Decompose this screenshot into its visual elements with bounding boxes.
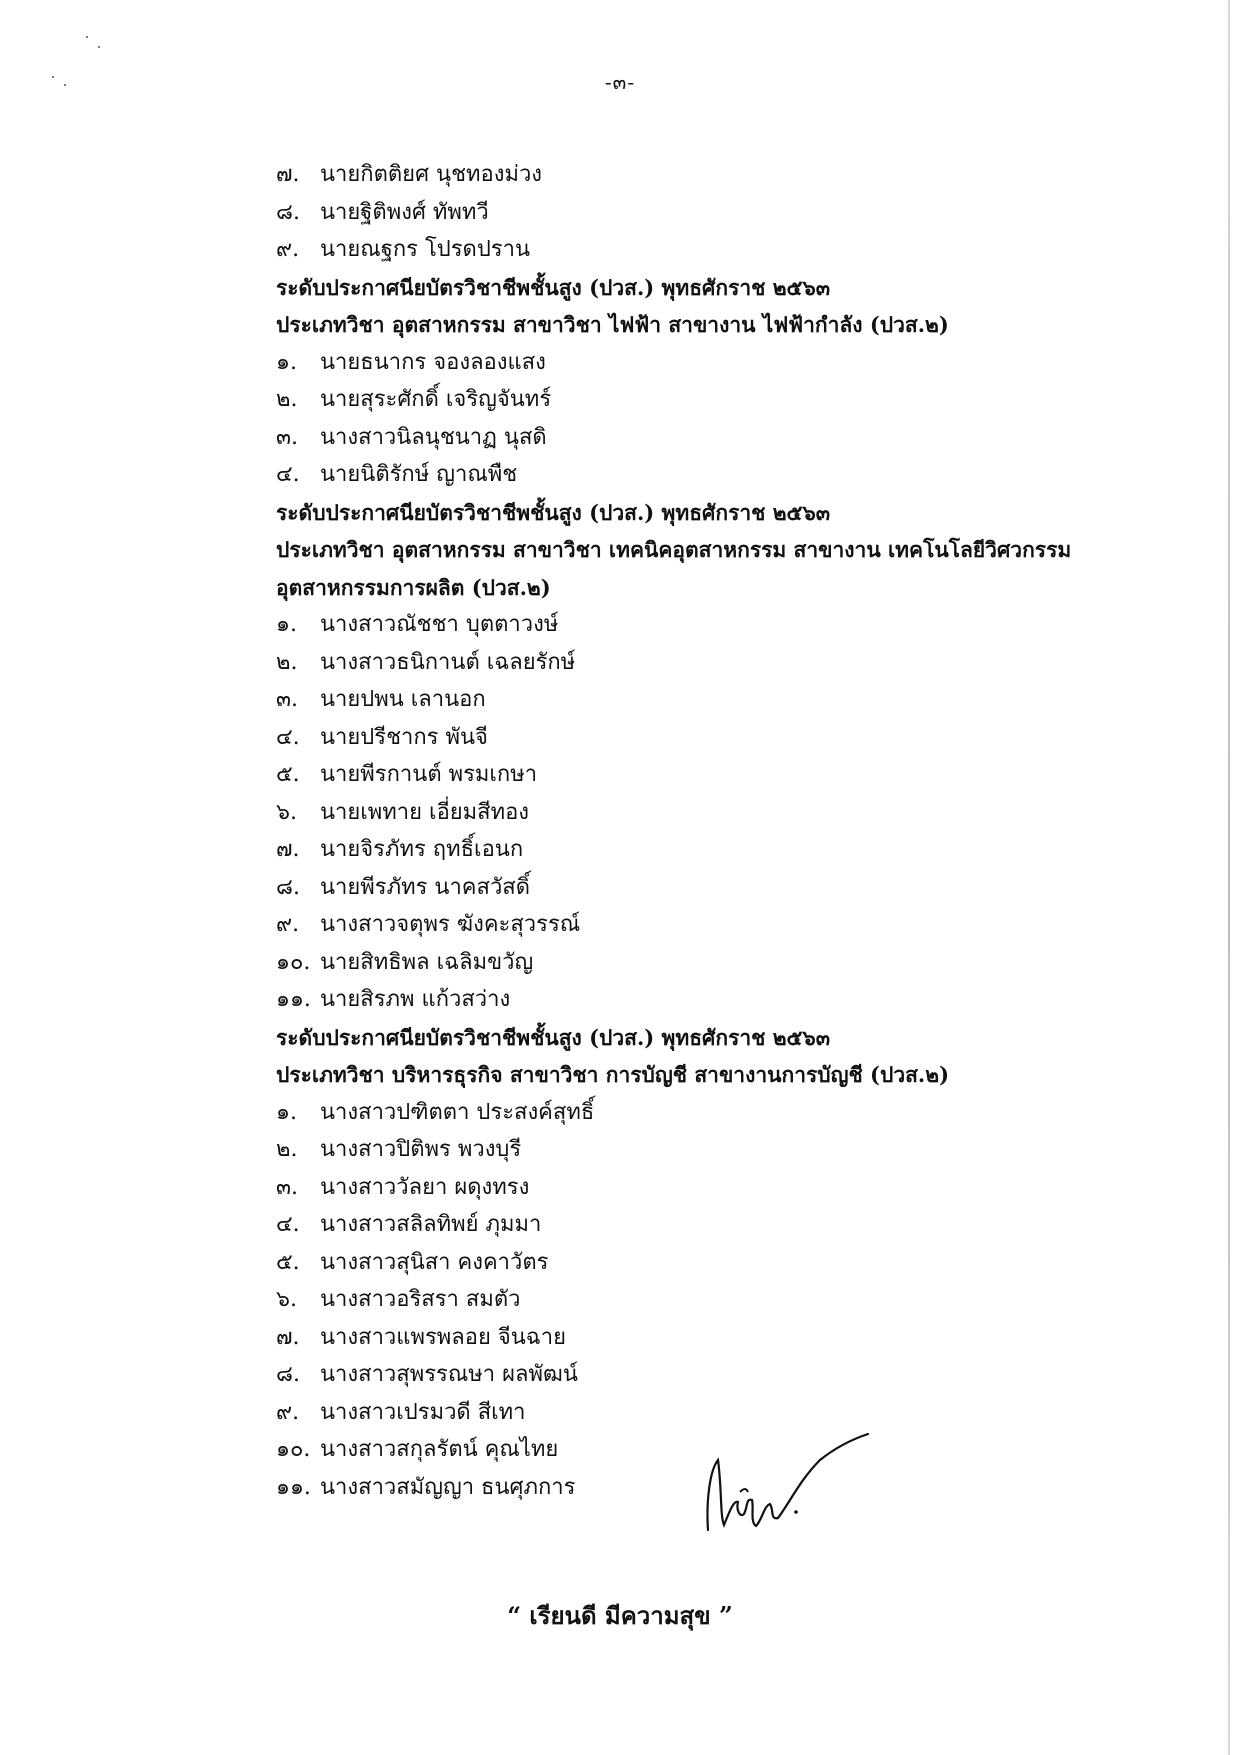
list-number: ๗. [276,162,300,187]
person-name: นางสาวธนิกานต์ เฉลยรักษ์ [320,649,576,675]
scan-speck [98,46,100,48]
list-item [276,869,996,907]
list-item [276,1394,996,1432]
list-number: ๑. [276,1099,297,1125]
person-name: นางสาวสุนิสา คงคาวัตร [320,1249,549,1275]
page-number: -๓- [604,70,636,94]
list-item [276,831,996,869]
person-name: นางสาวเปรมวดี สีเทา [320,1399,526,1425]
person-name: นางสาวนิลนุชนาฏ นุสดิ [320,424,547,450]
scan-speck [64,84,66,86]
list-number: ๘. [276,874,300,900]
section-heading: ระดับประกาศนียบัตรวิชาชีพชั้นสูง (ปวส.) พุทธศักราช ๒๕๖๓ [276,499,831,525]
list-number: ๕. [276,1249,300,1275]
list-item [276,1206,996,1244]
section-heading: ประเภทวิชา อุตสาหกรรม สาขาวิชา เทคนิคอุตสาหกรรม สาขางาน เทคโนโลยีวิศวกรรม [276,537,1072,562]
person-name: นางสาวอริสรา สมตัว [320,1287,521,1312]
list-number: ๔. [276,1212,300,1237]
person-name: นางสาวณัชชา บุตตาวงษ์ [320,612,559,637]
person-name: นายนิติรักษ์ ญาณพืช [320,462,518,487]
list-number: ๓. [276,1174,299,1200]
signature [700,1430,870,1540]
list-item [276,1319,996,1357]
list-number: ๔. [276,724,300,750]
scan-speck [52,76,54,78]
list-number: ๑๐. [276,1437,311,1462]
list-number: ๙. [276,912,300,937]
list-item [276,456,996,494]
list-item [276,381,996,419]
list-item [276,756,996,794]
person-name: นายปรีชากร พันจี [320,724,488,750]
list-item [276,681,996,719]
person-name: นายสิรภพ แก้วสว่าง [320,987,511,1012]
person-name: นายพีรกานต์ พรมเกษา [320,762,538,787]
list-item [276,1431,996,1469]
person-name: นางสาวปฑิตตา ประสงค์สุทธิ์ [320,1099,595,1125]
list-number: ๘. [276,1362,300,1387]
person-name: นายกิตติยศ นุชทองม่วง [320,162,543,187]
list-item [276,644,996,682]
list-number: ๓. [276,687,299,712]
list-item [276,906,996,944]
list-number: ๗. [276,1324,300,1350]
list-item [276,1356,996,1394]
list-number: ๑. [276,349,297,375]
section-heading: ประเภทวิชา บริหารธุรกิจ สาขาวิชา การบัญชี สาขางานการบัญชี (ปวส.๒) [276,1062,950,1087]
list-number: ๕. [276,762,300,787]
list-item [276,719,996,757]
section-heading: ระดับประกาศนียบัตรวิชาชีพชั้นสูง (ปวส.) พุทธศักราช ๒๕๖๓ [276,274,831,300]
person-name: นายจิรภัทร ฤทธิ์เอนก [320,837,524,862]
list-item [276,606,996,644]
person-name: นายปพน เลานอก [320,687,486,712]
list-item [276,1169,996,1207]
list-item [276,1094,996,1132]
person-name: นางสาวสลิลทิพย์ ภุมมา [320,1212,542,1237]
list-number: ๒. [276,387,298,412]
section-heading: อุตสาหกรรมการผลิต (ปวส.๒) [276,574,551,600]
person-name: นางสาวจตุพร ฆังคะสุวรรณ์ [320,912,581,937]
list-number: ๒. [276,1137,298,1162]
list-number: ๑๐. [276,949,311,975]
list-item [276,1131,996,1169]
list-item [276,981,996,1019]
list-number: ๙. [276,1399,300,1425]
person-name: นางสาวสมัญญา ธนศุภการ [320,1474,576,1500]
list-number: ๒. [276,649,298,675]
section-heading: ประเภทวิชา อุตสาหกรรม สาขาวิชา ไฟฟ้า สาขางาน ไฟฟ้ากำลัง (ปวส.๒) [276,312,949,337]
list-item [276,231,996,269]
scan-speck [86,36,88,38]
list-item [276,1244,996,1282]
list-number: ๖. [276,1287,297,1312]
list-number: ๔. [276,462,300,487]
section-heading: ระดับประกาศนียบัตรวิชาชีพชั้นสูง (ปวส.) พุทธศักราช ๒๕๖๓ [276,1024,831,1050]
person-name: นายพีรภัทร นาคสวัสดิ์ [320,874,531,900]
list-number: ๓. [276,424,299,450]
list-number: ๑๑. [276,1474,311,1500]
list-item [276,194,996,232]
list-number: ๗. [276,837,300,862]
person-name: นางสาวสกุลรัตน์ คุณไทย [320,1437,559,1462]
list-item [276,1281,996,1319]
footer-motto: “ เรียนดี มีความสุข ” [507,1601,733,1630]
person-name: นายสิทธิพล เฉลิมขวัญ [320,949,534,975]
list-item [276,1469,996,1507]
person-name: นางสาวปิติพร พวงบุรี [320,1137,522,1162]
list-item [276,344,996,382]
list-number: ๑. [276,612,297,637]
scan-edge [1228,0,1230,1755]
person-name: นายธนากร จองลองแสง [320,349,546,375]
person-name: นายฐิติพงศ์ ทัพทวี [320,199,489,225]
list-item [276,419,996,457]
person-name: นายสุระศักดิ์ เจริญจันทร์ [320,387,552,412]
person-name: นางสาวสุพรรณษา ผลพัฒน์ [320,1362,578,1387]
list-number: ๖. [276,799,297,825]
list-number: ๘. [276,199,300,225]
list-item [276,794,996,832]
list-number: ๑๑. [276,987,311,1012]
person-name: นางสาวแพรพลอย จีนฉาย [320,1324,567,1350]
document-body [276,156,1072,1506]
list-item [276,156,996,194]
person-name: นายณฐกร โปรดปราน [320,237,531,262]
list-number: ๙. [276,237,300,262]
person-name: นางสาววัลยา ผดุงทรง [320,1174,530,1200]
list-item [276,944,996,982]
person-name: นายเพทาย เอี่ยมสีทอง [320,799,530,825]
